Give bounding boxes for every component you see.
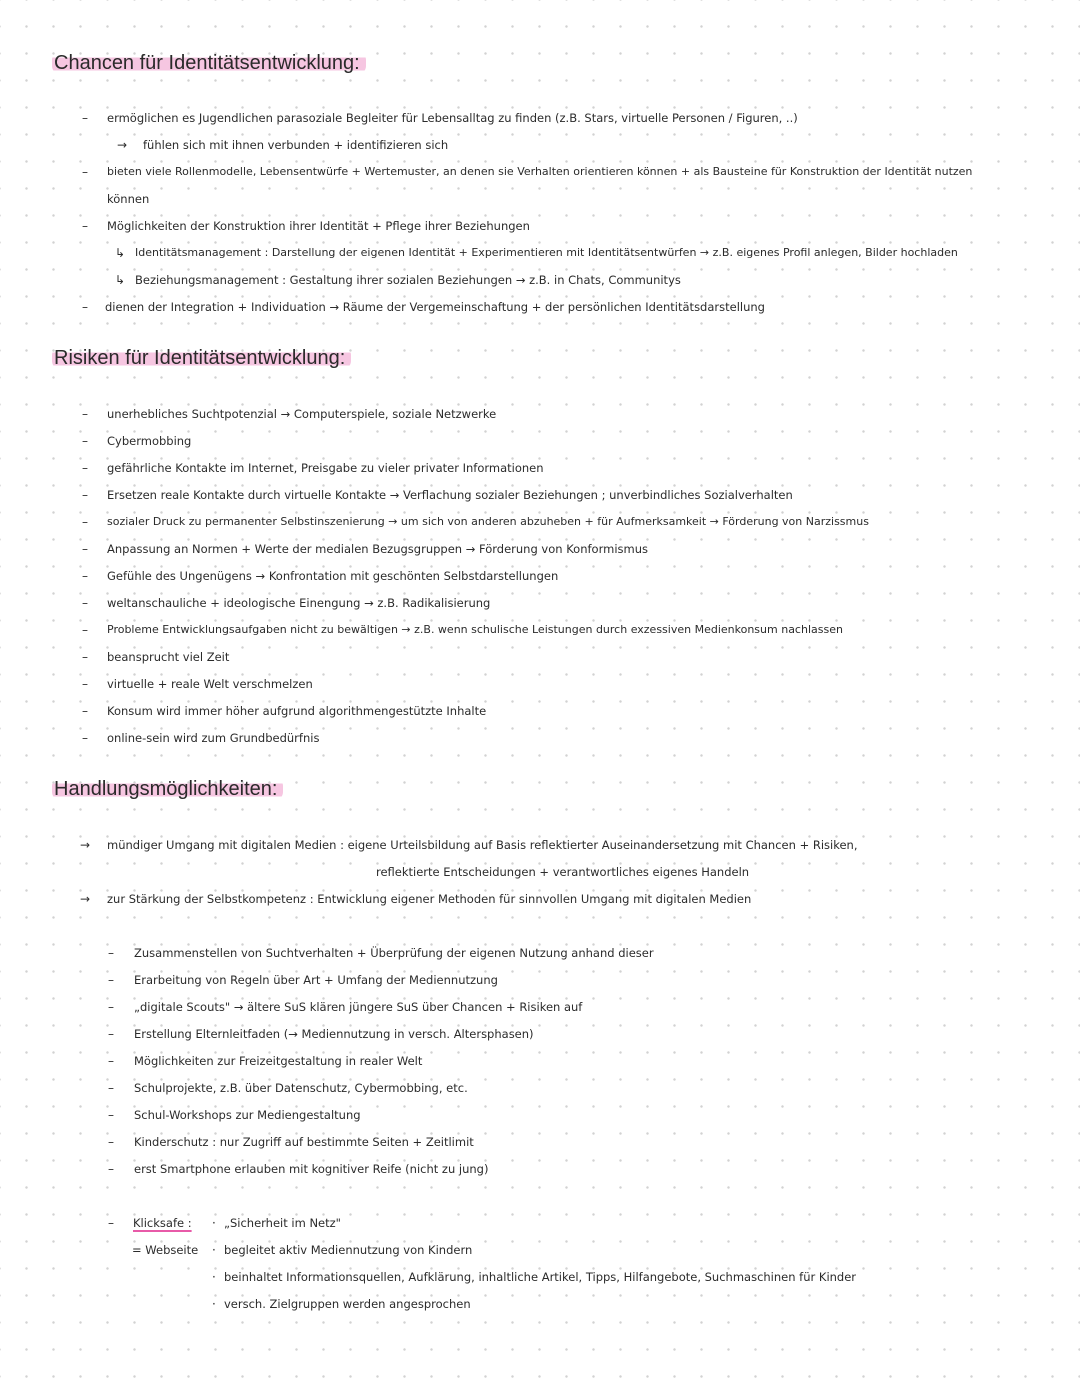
risiken-line-5: sozialer Druck zu permanenter Selbstinszenierung → um sich von anderen abzuheben + für Aufmerksamkeit → Förderung von Narzissmus: [107, 515, 869, 528]
dash-bullet: –: [82, 461, 88, 475]
heading-chancen: Chancen für Identitätsentwicklung:: [54, 52, 366, 75]
klicksafe-item-1: „Sicherheit im Netz": [224, 1216, 341, 1230]
risiken-line-2: Cybermobbing: [107, 434, 192, 448]
arrow-bullet: →: [80, 838, 91, 852]
dot-bullet: ·: [212, 1216, 216, 1230]
risiken-line-7: Gefühle des Ungenügens → Konfrontation mit geschönten Selbstdarstellungen: [107, 569, 559, 583]
risiken-line-6: Anpassung an Normen + Werte der medialen Bezugsgruppen → Förderung von Konformismus: [107, 542, 648, 556]
handlung-arrow-line-1-cont: reflektierte Entscheidungen + verantwortliches eigenes Handeln: [376, 865, 750, 879]
handlung-line-9: erst Smartphone erlauben mit kognitiver Reife (nicht zu jung): [134, 1162, 489, 1176]
dot-bullet: ·: [212, 1270, 216, 1284]
dash-bullet: –: [82, 569, 88, 583]
klicksafe-item-3: beinhaltet Informationsquellen, Aufklärung, inhaltliche Artikel, Tipps, Hilfangebote, Suchmaschinen für Kinder: [224, 1270, 857, 1284]
dash-bullet: –: [82, 407, 88, 421]
risiken-line-3: gefährliche Kontakte im Internet, Preisgabe zu vieler privater Informationen: [107, 461, 544, 475]
dash-bullet: –: [82, 488, 88, 502]
dash-bullet: –: [82, 704, 88, 718]
chancen-line-3: bieten viele Rollenmodelle, Lebensentwürfe + Wertemuster, an denen sie Verhalten orientieren können + als Bausteine für Konstruktion der Identität nutzen: [107, 165, 973, 178]
dash-bullet: –: [82, 111, 88, 125]
risiken-line-4: Ersetzen reale Kontakte durch virtuelle Kontakte → Verflachung sozialer Beziehungen ; unverbindliches Sozialverhalten: [107, 488, 793, 502]
risiken-line-10: beansprucht viel Zeit: [107, 650, 230, 664]
handlung-arrow-line-1: mündiger Umgang mit digitalen Medien : eigene Urteilsbildung auf Basis reflektierter Auseinandersetzung mit Chancen + Risiken,: [107, 838, 858, 852]
risiken-line-12: Konsum wird immer höher aufgrund algorithmengestützte Inhalte: [107, 704, 487, 718]
handlung-line-5: Möglichkeiten zur Freizeitgestaltung in realer Welt: [134, 1054, 423, 1068]
dash-bullet: –: [108, 1216, 114, 1230]
risiken-line-9: Probleme Entwicklungsaufgaben nicht zu bewältigen → z.B. wenn schulische Leistungen durch exzessiven Medienkonsum nachlassen: [107, 623, 843, 636]
arrow-bullet: →: [80, 892, 91, 906]
handlung-line-8: Kinderschutz : nur Zugriff auf bestimmte Seiten + Zeitlimit: [134, 1135, 474, 1149]
handlung-line-6: Schulprojekte, z.B. über Datenschutz, Cybermobbing, etc.: [134, 1081, 468, 1095]
dot-bullet: ·: [212, 1243, 216, 1257]
handlung-arrow-line-2: zur Stärkung der Selbstkompetenz : Entwicklung eigener Methoden für sinnvollen Umgang mit digitalen Medien: [107, 892, 752, 906]
sub-arrow-bullet: ↳: [115, 273, 126, 287]
dot-bullet: ·: [212, 1297, 216, 1311]
chancen-line-3-cont: können: [107, 192, 150, 206]
dash-bullet: –: [82, 650, 88, 664]
chancen-line-2: fühlen sich mit ihnen verbunden + identifizieren sich: [143, 138, 449, 152]
dash-bullet: –: [108, 973, 114, 987]
risiken-line-13: online-sein wird zum Grundbedürfnis: [107, 731, 320, 745]
arrow-bullet: →: [117, 138, 128, 152]
chancen-line-1: ermöglichen es Jugendlichen parasoziale Begleiter für Lebensalltag zu finden (z.B. Stars, virtuelle Personen / Figuren, ..): [107, 111, 798, 125]
dash-bullet: –: [108, 1054, 114, 1068]
chancen-line-7: dienen der Integration + Individuation → Räume der Vergemeinschaftung + der persönlichen Identitätsdarstellung: [105, 300, 765, 314]
klicksafe-item-2: begleitet aktiv Mediennutzung von Kindern: [224, 1243, 473, 1257]
heading-risiken: Risiken für Identitätsentwicklung:: [54, 347, 351, 370]
dash-bullet: –: [82, 434, 88, 448]
sub-arrow-bullet: ↳: [115, 246, 126, 260]
dash-bullet: –: [82, 300, 88, 314]
risiken-line-11: virtuelle + reale Welt verschmelzen: [107, 677, 313, 691]
dash-bullet: –: [82, 731, 88, 745]
dash-bullet: –: [82, 542, 88, 556]
dash-bullet: –: [82, 165, 88, 179]
dash-bullet: –: [108, 1108, 114, 1122]
handlung-line-1: Zusammenstellen von Suchtverhalten + Überprüfung der eigenen Nutzung anhand dieser: [134, 946, 654, 960]
heading-handlung: Handlungsmöglichkeiten:: [54, 778, 283, 801]
handlung-line-2: Erarbeitung von Regeln über Art + Umfang der Mediennutzung: [134, 973, 498, 987]
dash-bullet: –: [108, 1000, 114, 1014]
dash-bullet: –: [82, 596, 88, 610]
dash-bullet: –: [108, 1162, 114, 1176]
dash-bullet: –: [82, 677, 88, 691]
handlung-line-3: „digitale Scouts" → ältere SuS klären jüngere SuS über Chancen + Risiken auf: [134, 1000, 583, 1014]
klicksafe-webseite: = Webseite: [132, 1243, 199, 1257]
risiken-line-8: weltanschauliche + ideologische Einengung → z.B. Radikalisierung: [107, 596, 491, 610]
dash-bullet: –: [108, 1081, 114, 1095]
dash-bullet: –: [108, 946, 114, 960]
dash-bullet: –: [82, 515, 88, 529]
chancen-line-4: Möglichkeiten der Konstruktion ihrer Identität + Pflege ihrer Beziehungen: [107, 219, 530, 233]
klicksafe-item-4: versch. Zielgruppen werden angesprochen: [224, 1297, 471, 1311]
chancen-line-5: Identitätsmanagement : Darstellung der eigenen Identität + Experimentieren mit Identitätsentwürfen → z.B. eigenes Profil anlegen, Bilder hochladen: [135, 246, 958, 259]
chancen-line-6: Beziehungsmanagement : Gestaltung ihrer sozialen Beziehungen → z.B. in Chats, Communitys: [135, 273, 681, 287]
dash-bullet: –: [108, 1027, 114, 1041]
dash-bullet: –: [82, 219, 88, 233]
risiken-line-1: unerhebliches Suchtpotenzial → Computerspiele, soziale Netzwerke: [107, 407, 497, 421]
dash-bullet: –: [108, 1135, 114, 1149]
dash-bullet: –: [82, 623, 88, 637]
klicksafe-label: Klicksafe :: [133, 1216, 192, 1230]
handlung-line-4: Erstellung Elternleitfaden (→ Mediennutzung in versch. Altersphasen): [134, 1027, 534, 1041]
handlung-line-7: Schul-Workshops zur Mediengestaltung: [134, 1108, 361, 1122]
